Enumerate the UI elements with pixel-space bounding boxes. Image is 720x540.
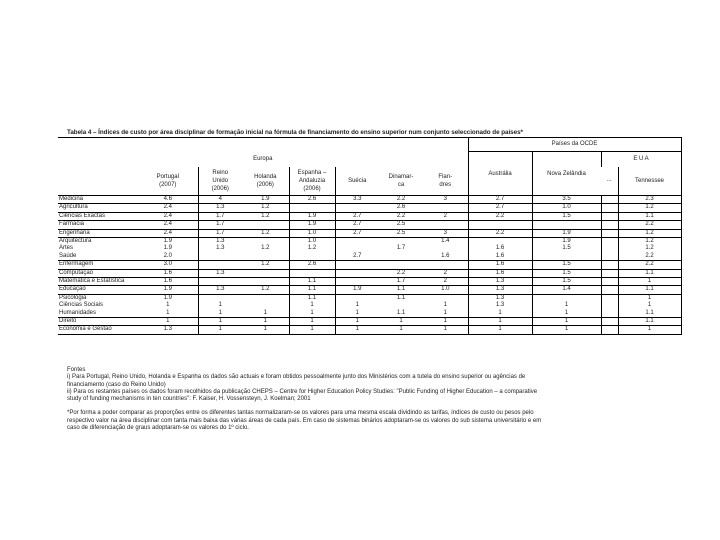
table-cell: 3 [423,196,468,204]
col-header-line: Espanha – [297,170,327,176]
table-cell: 3.0 [138,261,198,269]
table-cell: 2.6 [289,196,335,204]
table-cell: 1.9 [532,229,601,237]
table-cell [242,269,289,277]
table-cell: 1.1 [618,317,681,325]
table-cell: 1.2 [242,204,289,212]
table-cell [335,237,379,245]
col-header-line: Dinamar- [388,174,414,180]
table-cell [532,253,601,261]
table-cell: 2.7 [335,253,379,261]
table-cell: 1 [198,302,242,309]
table-cell: 1.1 [289,286,335,294]
table-cell [198,294,242,302]
table-cell: 3.5 [532,196,601,204]
table-cell: 1 [242,309,289,317]
table-cell: 2.7 [335,212,379,220]
table-cell: 1 [379,326,423,334]
table-cell: 1 [289,309,335,317]
table-cell: 1.9 [163,245,172,252]
col-header-line: Andaluzia [298,178,326,184]
table-cell [468,237,532,245]
table-cell: 1 [198,326,242,334]
table-cell: 1 [335,309,379,317]
note-line: caso de diferenciação de graus adoptaram-se os valores do 1º ciclo. [67,425,249,432]
table-cell: 1.0 [423,286,468,294]
usa-group-header: E U A [601,152,681,168]
table-row [58,277,681,285]
table-cell: 1.4 [441,238,450,245]
table-cell: 1.5 [532,212,601,220]
table-cell: 1 [289,302,335,309]
table-cell: 1 [468,317,532,325]
table-cell [335,245,379,252]
table-cell: 1 [468,326,532,334]
table-cell: 1.2 [242,212,289,220]
table-cell: 1.0 [532,204,601,212]
table-cell [423,261,468,269]
table-cell: 3.3 [335,196,379,204]
table-cell: 2.2 [468,229,532,237]
table-cell [198,253,242,261]
row-label: Ciências Sociais [59,302,104,309]
table-cell: 1.1 [379,309,423,317]
col-header-holanda [242,167,289,196]
table-cell: 2.5 [379,229,423,237]
table-cell: 1 [289,317,335,325]
table-cell: 1.7 [198,229,242,237]
ellipsis-spacer [601,277,618,285]
table-cell [423,204,468,212]
table-cell: 2.2 [618,253,681,261]
table-cell: 1.6 [138,277,198,285]
table-cell: 1.3 [198,204,242,212]
table-cell: 1.6 [468,253,532,261]
table-cell: 1.3 [468,302,532,309]
ellipsis-spacer [601,294,618,302]
col-header-flandres [423,167,468,196]
table-cell: 1.5 [532,269,601,277]
oecd-group-header: Países da OCDE [468,138,681,152]
table-cell: 1.0 [289,237,335,245]
col-header-line: (2007) [159,182,177,188]
table-cell: 1 [138,317,198,325]
table-cell [242,237,289,245]
table-cell: 1.6 [468,245,532,252]
row-label: Computação [58,269,138,277]
table-row [58,294,681,302]
col-header-espanha [289,167,335,196]
table-cell: 1 [618,294,681,302]
table-cell: 1 [335,302,379,309]
table-caption: Tabela 4 – Índices de custo por área disciplinar de formação inicial na fórmula de financiamento do ensino superior num conjunto seleccionado de países* [67,129,523,136]
row-label: Educação [58,286,138,294]
table-cell: 1 [379,317,423,325]
table-cell [379,253,423,261]
table-cell: 2 [423,269,468,277]
table-cell: 1 [618,277,681,285]
table-row [58,317,681,325]
table-body [58,196,681,335]
footnote-line: ii) Para os restantes países os dados foram recolhidos da publicação CHEPS – Centre for Higher Education Policy Studies: "Public Funding of Higher Education – a comparative [67,388,538,395]
table-cell [242,221,289,229]
table-cell: 1.9 [532,237,601,245]
table-cell: 2.2 [618,261,681,269]
table-row [58,196,681,204]
table-cell: 3 [423,229,468,237]
table-cell: 1.7 [198,212,242,220]
table-cell: 1 [532,302,601,309]
table-row [58,204,681,212]
table-cell: 1.3 [198,269,242,277]
col-header-nova-zelandia [532,152,601,196]
table-cell: 2.4 [138,221,198,229]
col-header-line: (2006) [256,182,274,188]
table-cell [335,294,379,302]
col-header-reino-unido [198,167,242,196]
table-cell: 1.1 [618,286,681,294]
table-cell: 1.3 [468,277,532,285]
europe-group-header: Europa [253,155,273,162]
table-cell: 1.2 [618,229,681,237]
table-cell: 1.3 [198,237,242,245]
table-cell: 1.9 [335,286,379,294]
table-cell: 1 [335,317,379,325]
note-line: *Por forma a poder comparar as proporções entre os diferentes tantas normalizaram-se os valores para uma mesma escala dividindo as tarifas, índices de custo ou pesos pelo [67,410,534,417]
table-cell: 1.9 [163,238,172,245]
table-cell: 1.3 [468,286,532,294]
table-cell: 2.7 [335,229,379,237]
table-cell: 1 [532,309,601,317]
footnote-line: study of funding mechanisms in ten countries": F. Kaiser, H. Vossensteyn, J. Koelman; 2001 [67,396,311,403]
col-header-dinamarca [379,167,423,196]
table-cell: 1.7 [198,221,242,229]
col-header-line: Nova Zelândia [547,170,586,177]
ellipsis-spacer [601,204,618,212]
ellipsis-spacer [601,221,618,229]
table-cell: 1 [618,302,681,309]
table-cell: 1.1 [618,309,681,317]
col-header-line: Tennessee [634,178,665,184]
col-header-line: ca [397,182,405,188]
col-header-portugal [138,167,198,196]
row-label: Artes [59,245,74,252]
table-cell: 1 [532,317,601,325]
table-cell: 1.7 [396,245,406,252]
table-cell: 1 [138,309,198,317]
table-cell [198,261,242,269]
table-cell: 1.3 [198,245,242,252]
ellipsis-spacer [601,253,618,261]
col-header-suecia [335,167,379,196]
col-header-line: Unido [212,178,229,184]
table-cell: 1.4 [532,286,601,294]
table-cell [289,204,335,212]
table-cell: 4 [198,196,242,204]
table-cell: 1.5 [532,261,601,269]
table-cell: 1.2 [242,261,289,269]
table-cell: 1 [618,326,681,334]
table-cell: 1 [423,317,468,325]
col-header-line: Holanda [254,174,277,180]
ellipsis-spacer [601,229,618,237]
table-cell: 2 [423,277,468,285]
table-cell: 1.9 [163,294,172,301]
col-header-line: Flan- [438,174,453,180]
table-cell [198,277,242,285]
table-row [58,245,681,252]
table-cell: 1.2 [618,204,681,212]
table-cell: 1.1 [618,212,681,220]
table-cell: 1.9 [242,196,289,204]
ellipsis-spacer [601,309,618,317]
row-label: Medicina [58,196,138,204]
table-cell [423,294,468,302]
table-cell: 1 [423,326,468,334]
table-cell: 2.2 [379,269,423,277]
ellipsis-spacer [601,245,618,252]
table-cell: 1 [532,326,601,334]
table-cell: 1 [443,302,447,309]
row-label: Farmácia [58,221,138,229]
table-cell: 1.2 [261,245,270,252]
table-cell: 2.6 [379,204,423,212]
col-header-australia [468,152,532,196]
note-line: respectivo valor na área disciplinar com tanta mais baixa das várias áreas de cada país. Em caso de sistemas binários adoptaram-se os valores do sub sistema universitário e em [67,417,542,424]
table-cell: 2 [423,212,468,220]
table-row [58,269,681,277]
table-cell: 2.6 [289,261,335,269]
table-cell: 1.9 [289,212,335,220]
col-header-tennessee [618,167,681,196]
table-row [58,309,681,317]
table-cell: 2.7 [468,196,532,204]
table-cell [242,294,289,302]
row-label: Arquitectura [59,238,92,245]
table-cell: 1.1 [379,286,423,294]
table-cell: 1 [423,309,468,317]
table-cell: 1 [289,326,335,334]
table-cell [335,277,379,285]
table-cell [532,294,601,302]
table-cell: 2.7 [335,221,379,229]
table-cell: 1.6 [468,269,532,277]
table-cell: 2.5 [379,221,423,229]
ellipsis-spacer [601,269,618,277]
table-cell: 1.6 [423,253,468,261]
table-row [58,326,681,334]
table-cell: 2.0 [138,253,198,261]
row-label: Direito [58,317,138,325]
table-row [58,286,681,294]
table-row [58,253,681,261]
table-row [58,261,681,269]
table-cell: 1.0 [289,229,335,237]
table-row [58,212,681,220]
table-cell: 1.1 [618,269,681,277]
table-row [58,237,681,245]
table-cell: 1.7 [379,277,423,285]
table-row [58,221,681,229]
footnote-line: i) Para Portugal, Reino Unido, Holanda e Espanha os dados são actuais e foram obtidos pessoalmente junto dos Ministérios com a tutela do ensino superior ou agências de [67,374,526,381]
table-row [58,302,681,309]
cost-index-table [58,137,682,335]
table-cell [289,269,335,277]
col-header-line: Portugal [156,174,179,180]
col-header-line: (2006) [211,186,229,192]
table-cell: 1.5 [532,245,601,252]
table-cell: 2.4 [138,229,198,237]
footnotes [67,367,687,432]
row-label: Saúde [58,253,138,261]
table-cell: 1 [166,302,170,309]
table-cell: 1.2 [242,229,289,237]
table-cell: 1.3 [138,326,198,334]
table-cell [335,261,379,269]
table-cell: 1 [468,309,532,317]
table-cell: 2.4 [138,212,198,220]
ellipsis-spacer [601,212,618,220]
table-cell [379,237,423,245]
table-cell [242,302,289,309]
table-cell: 1 [242,326,289,334]
ellipsis-spacer [601,286,618,294]
footnote-heading: Fontes [67,367,86,373]
col-header-line: (2006) [303,186,321,192]
table-cell: 1.2 [242,286,289,294]
table-cell: 1.1 [396,294,406,301]
table-cell: 1.2 [618,245,681,252]
table-cell: 2.2 [618,221,681,229]
col-header-line: Austrália [488,170,512,177]
table-cell [423,245,468,252]
row-label: Matemática e Estatística [58,277,138,285]
table-row [58,229,681,237]
table-cell [242,277,289,285]
table-cell: 1 [335,326,379,334]
table-cell: 1.2 [618,237,681,245]
table-cell: 2.2 [468,212,532,220]
table-cell [468,221,532,229]
table-cell: 1.6 [468,261,532,269]
table-cell: 1.5 [532,277,601,285]
table-cell: 1.1 [289,277,335,285]
table-cell: 2.2 [379,212,423,220]
table-cell: 2.7 [468,204,532,212]
table-cell [379,261,423,269]
col-header-line: dres [439,182,452,188]
table-cell [532,221,601,229]
table-cell: 1.3 [468,294,532,302]
table-cell: 1.3 [198,286,242,294]
table-cell [423,221,468,229]
ellipsis-spacer [601,326,618,334]
row-label: Agricultura [58,204,138,212]
row-label: Psicologia [59,294,87,301]
ellipsis-cell: ... [606,177,612,184]
table-cell: 1.9 [289,221,335,229]
row-label: Enfermagem [58,261,138,269]
ellipsis-spacer [601,261,618,269]
row-label: Humanidades [58,309,138,317]
row-label: Engenharia [58,229,138,237]
table-cell: 1 [198,317,242,325]
ellipsis-spacer [601,196,618,204]
table-cell: 1 [198,309,242,317]
table-cell: 1.2 [289,245,335,252]
table-cell: 2.2 [379,196,423,204]
table-cell [335,204,379,212]
row-label: Economia e Gestão [58,326,138,334]
table-cell [335,269,379,277]
table-cell: 1 [242,317,289,325]
table-cell: 1.9 [138,286,198,294]
table-cell: 2.4 [138,204,198,212]
table-cell: 2.3 [618,196,681,204]
footnote-line: financiamento (caso do Reino Unido) [67,381,166,388]
table-cell: 1.1 [289,294,335,302]
table-cell: 1.6 [138,269,198,277]
table-cell [379,302,423,309]
ellipsis-spacer [601,302,618,309]
table-cell [289,253,335,261]
table-cell [242,253,289,261]
table-cell: 4.6 [138,196,198,204]
col-header-line: Reino [212,170,229,176]
row-label: Ciências Exactas [58,212,138,220]
col-header-line: Suécia [348,178,367,184]
ellipsis-spacer [601,237,618,245]
ellipsis-spacer [601,317,618,325]
